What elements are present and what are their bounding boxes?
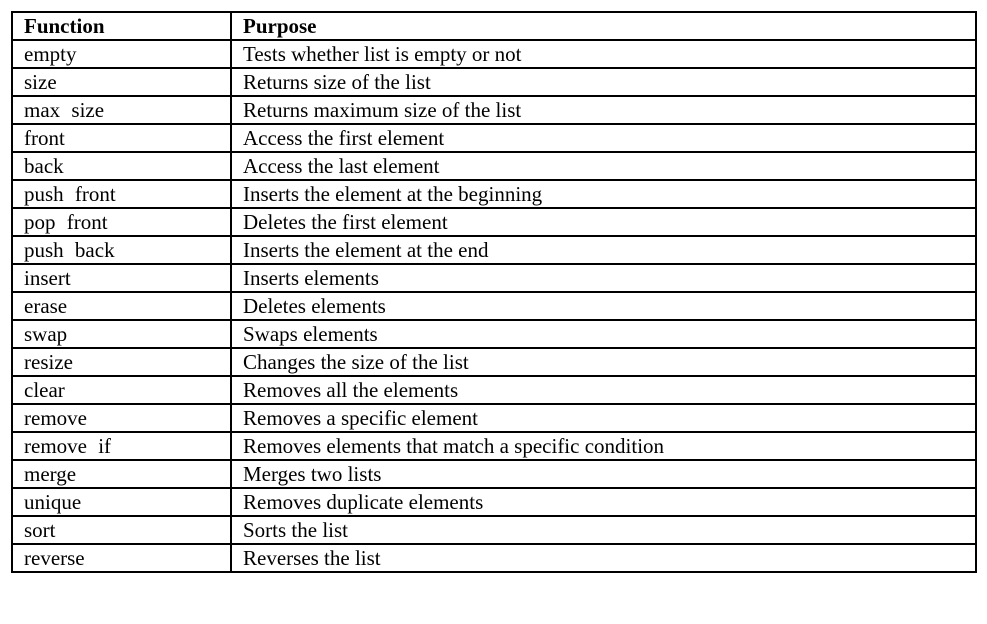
function-name-cell: merge [12,460,231,488]
table-body [12,40,976,572]
purpose-cell: Inserts elements [231,264,976,292]
purpose-cell: Inserts the element at the end [231,236,976,264]
table-row [12,404,976,432]
purpose-cell: Removes a specific element [231,404,976,432]
function-name-cell: resize [12,348,231,376]
table-row [12,292,976,320]
table-row [12,488,976,516]
function-name-cell: empty [12,40,231,68]
function-name-cell: insert [12,264,231,292]
purpose-cell: Returns maximum size of the list [231,96,976,124]
function-name-cell: sort [12,516,231,544]
table-row [12,264,976,292]
function-name-cell: remove if [12,432,231,460]
function-name-cell: unique [12,488,231,516]
table-row [12,68,976,96]
purpose-cell: Removes elements that match a specific condition [231,432,976,460]
table-row [12,208,976,236]
table-row [12,376,976,404]
purpose-cell: Deletes the first element [231,208,976,236]
table-row [12,432,976,460]
table-row [12,96,976,124]
table-row [12,544,976,572]
header-purpose: Purpose [231,12,976,40]
purpose-cell: Deletes elements [231,292,976,320]
function-table-container [11,11,975,573]
table-row [12,124,976,152]
purpose-cell: Access the last element [231,152,976,180]
purpose-cell: Changes the size of the list [231,348,976,376]
purpose-cell: Inserts the element at the beginning [231,180,976,208]
table-row [12,236,976,264]
table-header [12,12,976,40]
function-name-cell: clear [12,376,231,404]
header-function: Function [12,12,231,40]
list-functions-table [11,11,977,573]
function-name-cell: push back [12,236,231,264]
function-name-cell: reverse [12,544,231,572]
purpose-cell: Merges two lists [231,460,976,488]
table-row [12,516,976,544]
header-row [12,12,976,40]
function-name-cell: erase [12,292,231,320]
purpose-cell: Tests whether list is empty or not [231,40,976,68]
table-row [12,320,976,348]
function-name-cell: max size [12,96,231,124]
purpose-cell: Sorts the list [231,516,976,544]
function-name-cell: back [12,152,231,180]
table-row [12,180,976,208]
purpose-cell: Removes all the elements [231,376,976,404]
function-name-cell: pop front [12,208,231,236]
function-name-cell: front [12,124,231,152]
purpose-cell: Swaps elements [231,320,976,348]
purpose-cell: Returns size of the list [231,68,976,96]
table-row [12,40,976,68]
function-name-cell: swap [12,320,231,348]
purpose-cell: Removes duplicate elements [231,488,976,516]
table-row [12,348,976,376]
function-name-cell: remove [12,404,231,432]
purpose-cell: Reverses the list [231,544,976,572]
purpose-cell: Access the first element [231,124,976,152]
function-name-cell: size [12,68,231,96]
table-row [12,152,976,180]
table-row [12,460,976,488]
function-name-cell: push front [12,180,231,208]
